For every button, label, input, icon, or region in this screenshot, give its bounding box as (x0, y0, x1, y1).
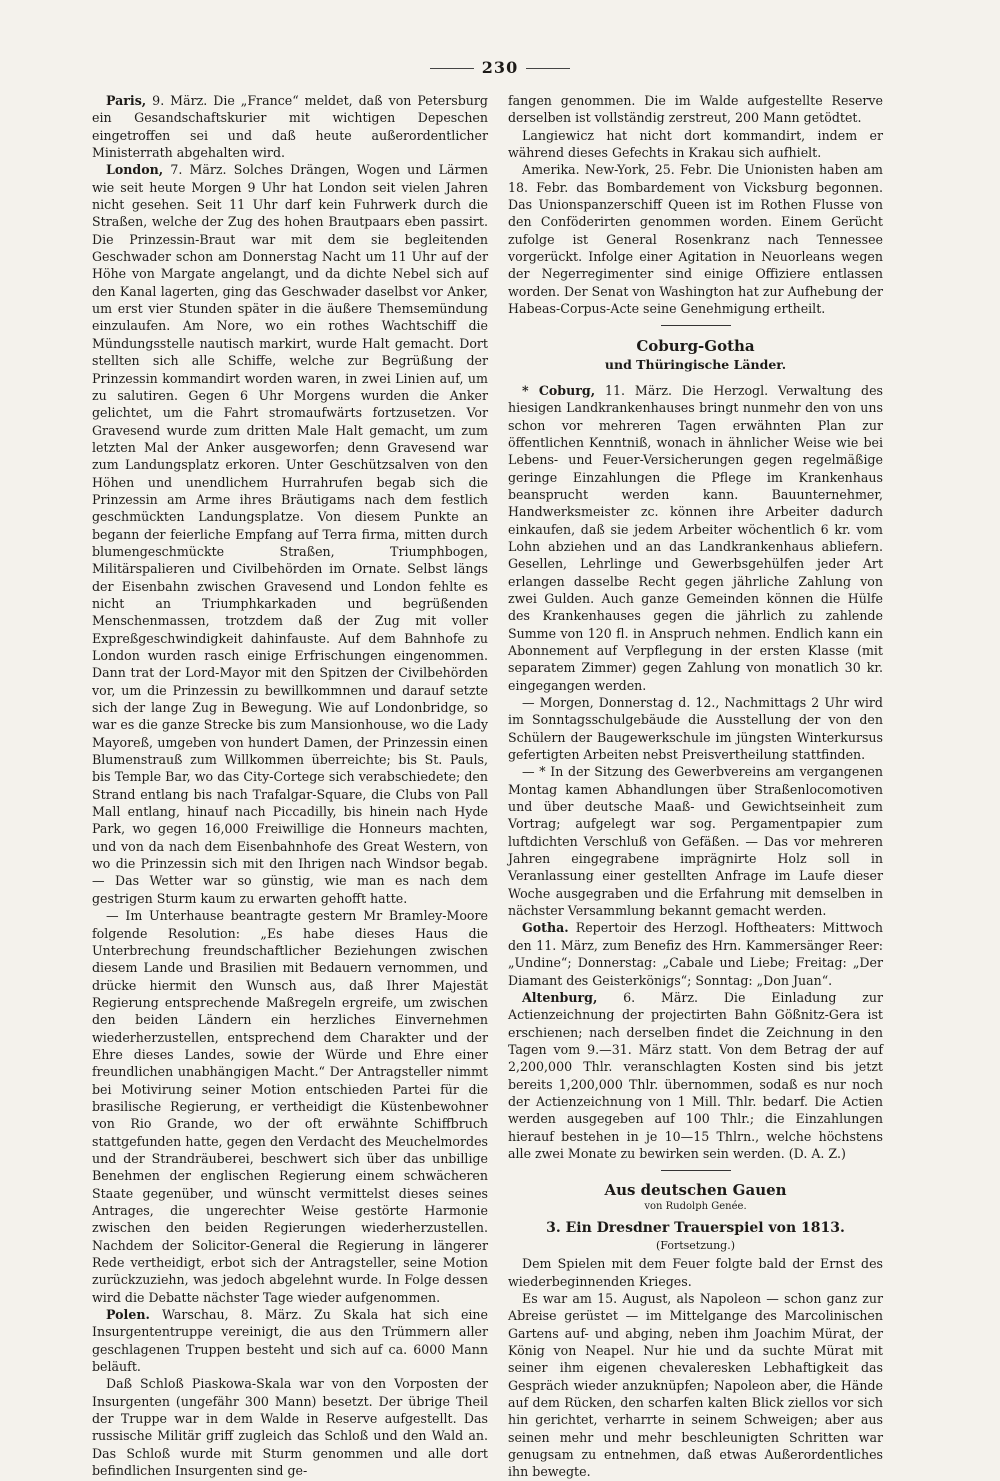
article-lead: Altenburg, (522, 989, 598, 1005)
right-dash (526, 68, 570, 69)
article-altenburg (508, 989, 883, 1162)
section-title: Coburg-Gotha (636, 337, 755, 356)
article-text: — Im Unterhause beantragte gestern Mr Bramley-Moore folgende Resolution: „Es habe dieses Haus die Unterbrechung freundschaftlicher Beziehungen zwischen diesem Lande und Brasilien mit Bedauern vernommen, und drücke hiermit den Wunsch aus, daß Ihrer Majestät Regierung entsprechende Maßregeln ergreife, um zwischen den beiden Ländern ein herzliches Einvernehmen wiederherzustellen, entsprechend dem Charakter und der Ehre dieses Landes, sowie der Würde und Ehre einer freundlichen unabhängigen Macht.“ Der Antragsteller nimmt bei Motivirung seiner Motion entschieden Partei für die brasilische Regierung, er vertheidigt die Küstenbewohner von Rio Grande, wo der oft erwähnte Schiffbruch stattgefunden hatte, gegen den Verdacht des Meuchelmordes und der Strandräuberei, beschwert sich über das unbillige Benehmen der englischen Regierung einem schwächeren Staate gegenüber, und wünscht vermittelst dieses seines Antrages, die ungerechter Weise gestörte Harmonie zwischen den beiden Regierungen wiederherzustellen. Nachdem der Solicitor-General die Regierung in längerer Rede vertheidigt, erbot sich der Antragsteller, seine Motion zurückzuziehn, was jedoch abgelehnt wurde. In Folge dessen wird die Debatte nächster Tage wieder aufgenommen. (92, 908, 488, 1305)
article-text: fangen genommen. Die im Walde aufgestellte Reserve derselben ist vollständig zerstreut, 200 Mann getödtet. (508, 93, 883, 126)
article-amerika (508, 161, 883, 317)
article-text: Dem Spielen mit dem Feuer folgte bald der Ernst des wiederbeginnenden Krieges. (508, 1256, 883, 1289)
article-ausstellung (508, 694, 883, 763)
serial-continuation: (Fortsetzung.) (656, 1239, 735, 1253)
article-text: Langiewicz hat nicht dort kommandirt, indem er während dieses Gefechts in Krakau sich aufhielt. (508, 127, 883, 161)
serial-paragraph (508, 1290, 883, 1481)
article-text: Daß Schloß Piaskowa-Skala war von den Vorposten der Insurgenten (ungefähr 300 Mann) besetzt. Der übrige Theil der Truppe war in dem Walde in Reserve aufgestellt. Das russische Militär griff zugleich das Schloß und den Wald an. Das Schloß wurde mit Sturm genommen und alle dort befindlichen Insurgenten sind ge- (92, 1376, 488, 1479)
serial-chapter: 3. Ein Dresdner Trauerspiel von 1813. (546, 1220, 845, 1237)
article-text: Repertoir des Herzogl. Hoftheaters: Mittwoch den 11. März, zum Benefiz des Hrn. Kammersänger Reer: „Undine“; Donnerstag: „Cabale und Liebe; Freitag: „Der Diamant des Geisterkönigs“; Sonntag: „Don Juan“. (508, 920, 883, 988)
article-gewerbverein (508, 763, 883, 919)
article-text: Es war am 15. August, als Napoleon — schon ganz zur Abreise gerüstet — im Mittelgange des Marcolinischen Gartens auf- und abging, neben ihm Joachim Mürat, der König von Neapel. Nur hie und da suchte Mürat mit seiner ihm eigenen chevaleresken Lebhaftigkeit das Gespräch wieder anzuknüpfen; Napoleon aber, die Hände auf dem Rücken, den scharfen kalten Blick ziellos vor sich hin gerichtet, verharrte in seinem Schweigen; aber aus seinen mehr und mehr beschleunigten Schritten war genugsam zu entnehmen, daß etwas Außerordentliches ihn bewegte. (508, 1290, 883, 1480)
page-number-text: 230 (481, 58, 519, 77)
article-gotha (508, 919, 883, 988)
article-piaskowa (92, 1375, 488, 1479)
page-number (0, 58, 1000, 77)
article-lead: Polen. (106, 1307, 150, 1323)
article-text: — * In der Sitzung des Gewerbvereins am vergangenen Montag kamen Abhandlungen über Straßenlocomotiven und über deutsche Maaß- und Gewichtseinheit zum Vortrag; aufgelegt war sog. Pergamentpapier zum luftdichten Verschluß von Gefäßen. — Das vor mehreren Jahren eingegrabene imprägnirte Holz soll in Veranlassung einer gestellten Anfrage im Laufe dieser Woche ausgegraben und die Erfahrung mit demselben in nächster Versammlung bekannt gemacht werden. (508, 764, 883, 919)
article-text: 7. März. Solches Drängen, Wogen und Lärmen wie seit heute Morgen 9 Uhr hat London seit vielen Jahren nicht gesehen. Seit 11 Uhr darf kein Fuhrwerk durch die Straßen, welche der Zug des hohen Brautpaars eben passirt. Die Prinzessin-Braut war mit dem sie begleitenden Geschwader schon am Donnerstag Nacht um 11 Uhr auf der Höhe von Margate angelangt, und da dichte Nebel sich auf den Kanal lagerten, ging das Geschwader daselbst vor Anker, um erst vier Stunden später in die äußere Themsemündung einzulaufen. Am Nore, wo ein rothes Wachtschiff die Mündungsstelle nautisch markirt, wurde Halt gemacht. Dort stellten sich alle Schiffe, welche zur Begrüßung der Prinzessin kommandirt worden waren, in zwei Linien auf, um zu salutiren. Gegen 6 Uhr Morgens wurden die Anker gelichtet, um die Fahrt stromaufwärts fortzusetzen. Vor Gravesend wurde zum dritten Male Halt gemacht, um zum letzten Mal der Anker ausgeworfen; denn Gravesend war zum Landungsplatz erkoren. Unter Geschützsalven von den Höhen und unendlichem Hurrahrufen begab sich die Prinzessin am Arme ihres Bräutigams nach dem festlich geschmückten Landungsplatze. Von diesem Punkte an begann der feierliche Empfang auf Terra firma, mitten durch blumengeschmückte Straßen, Triumphbogen, Militärspalieren und Civilbehörden im Ornate. Selbst längs der Eisenbahn zwischen Gravesend und London fehlte es nicht an Triumphkarkaden und begrüßenden Menschenmassen, trotzdem daß der Zug mit voller Expreßgeschwindigkeit dahinfauste. Auf dem Bahnhofe zu London wurden rasch einige Erfrischungen eingenommen. Dann trat der Lord-Mayor mit den Spitzen der Civilbehörden vor, um die Prinzessin zu bewillkommnen und darauf setzte sich der lange Zug in Bewegung. Wie auf Londonbridge, so war es die ganze Strecke bis zum Mansionhouse, wo die Lady Mayoreß, umgeben von hundert Damen, der Prinzessin einen Blumenstrauß zum Willkommen überreichte; bis St. Pauls, bis Temple Bar, wo das City-Cortege sich verabschiedete; den Strand entlang bis nach Trafalgar-Square, die Clubs von Pall Mall entlang, hinauf nach Piccadilly, bis hinein nach Hyde Park, wo gegen 16,000 Freiwillige die Honneurs machten, und von da nach dem Eisenbahnhofe des Great Western, von wo die Prinzessin sich mit den Ihrigen nach Windsor begab. — Das Wetter war so günstig, wie man es nach dem gestrigen Sturm kaum zu erwarten gehofft hatte. (92, 162, 488, 906)
article-langiewicz (508, 127, 883, 162)
article-text: 6. März. Die Einladung zur Actienzeichnung der projectirten Bahn Gößnitz-Gera ist erschienen; nach derselben findet die Zeichnung in den Tagen vom 9.—31. März statt. Von dem Betrag der auf 2,200,000 Thlr. veranschlagten Kosten sind bis jetzt bereits 1,200,000 Thlr. übernommen, sodaß es nur noch der Actienzeichnung von 1 Mill. Thlr. bedarf. Die Actien werden ausgegeben auf 100 Thlr.; die Einzahlungen hierauf bestehen in je 10—15 Thlrn., welche höchstens alle zwei Monate zu bewirken sein werden. (D. A. Z.) (508, 989, 883, 1161)
article-text: 11. März. Die Herzogl. Verwaltung des hiesigen Landkrankenhauses bringt nunmehr den von uns schon vor mehreren Tagen erwähnten Plan zur öffentlichen Kenntniß, wonach in ähnlicher Weise wie bei Lebens- und Feuer-Versicherungen gegen regelmäßige geringe Einzahlungen die Pflege im Krankenhaus beansprucht werden kann. Bauunternehmer, Handwerksmeister zc. können ihre Arbeiter dadurch einkaufen, daß sie jedem Arbeiter wöchentlich 6 kr. vom Lohn abziehen und an das Landkrankenhaus abliefern. Gesellen, Lehrlinge und Gewerbsgehülfen jeder Art erlangen dasselbe Recht gegen jährliche Zahlung von zwei Gulden. Auch ganze Gemeinden können die Hülfe des Krankenhauses gegen die jährlich zu zahlende Summe von 120 fl. in Anspruch nehmen. Endlich kann ein Abonnement auf Verpflegung in der ersten Klasse (mit separatem Zimmer) gegen Zahlung von monatlich 30 kr. eingegangen werden. (508, 382, 883, 693)
article-text: — Morgen, Donnerstag d. 12., Nachmittags 2 Uhr wird im Sonntagsschulgebäude die Ausstellung der von den Schülern der Baugewerkschule im jüngsten Winterkursus gefertigten Arbeiten nebst Preisvertheilung stattfinden. (508, 695, 883, 763)
serial-divider (661, 1170, 731, 1171)
article-text: Amerika. New-York, 25. Febr. Die Unionisten haben am 18. Febr. das Bombardement von Vicksburg begonnen. Das Unionspanzerschiff Queen ist im Rothen Flusse von den Conföderirten genommen worden. Einem Gerücht zufolge ist General Rosenkranz nach Tennessee vorgerückt. Infolge einer Agitation in Neuorleans wegen der Negerregimenter sind einige Offiziere entlassen worden. Der Senat von Washington hat zur Aufhebung der Habeas-Corpus-Acte seine Genehmigung ertheilt. (508, 162, 883, 317)
right-column (508, 92, 883, 1481)
serial-title: Aus deutschen Gauen (604, 1181, 787, 1200)
article-london (92, 161, 488, 907)
article-text: Warschau, 8. März. Zu Skala hat sich eine Insurgententruppe vereinigt, die aus den Trümmern aller geschlagenen Truppen besteht und sich auf ca. 6000 Mann beläuft. (92, 1307, 488, 1375)
left-dash (430, 68, 474, 69)
serial-paragraph (508, 1255, 883, 1290)
article-text: 9. März. Die „France“ meldet, daß von Petersburg ein Gesandschaftskurier mit wichtigen Depeschen eingetroffen sei und daß heute außerordentlicher Ministerrath abgehalten wird. (92, 93, 488, 161)
serial-author: von Rudolph Genée. (644, 1201, 747, 1213)
article-lead: * Coburg, (522, 382, 596, 398)
section-divider (661, 325, 731, 326)
article-continued (508, 92, 883, 127)
left-column (92, 92, 488, 1480)
article-lead: London, (106, 162, 164, 178)
article-paris (92, 92, 488, 161)
section-subtitle: und Thüringische Länder. (604, 357, 787, 373)
article-coburg (508, 382, 883, 694)
article-polen (92, 1306, 488, 1375)
article-lead: Paris, (106, 93, 147, 108)
article-lead: Gotha. (522, 920, 569, 936)
article-unterhaus (92, 907, 488, 1306)
